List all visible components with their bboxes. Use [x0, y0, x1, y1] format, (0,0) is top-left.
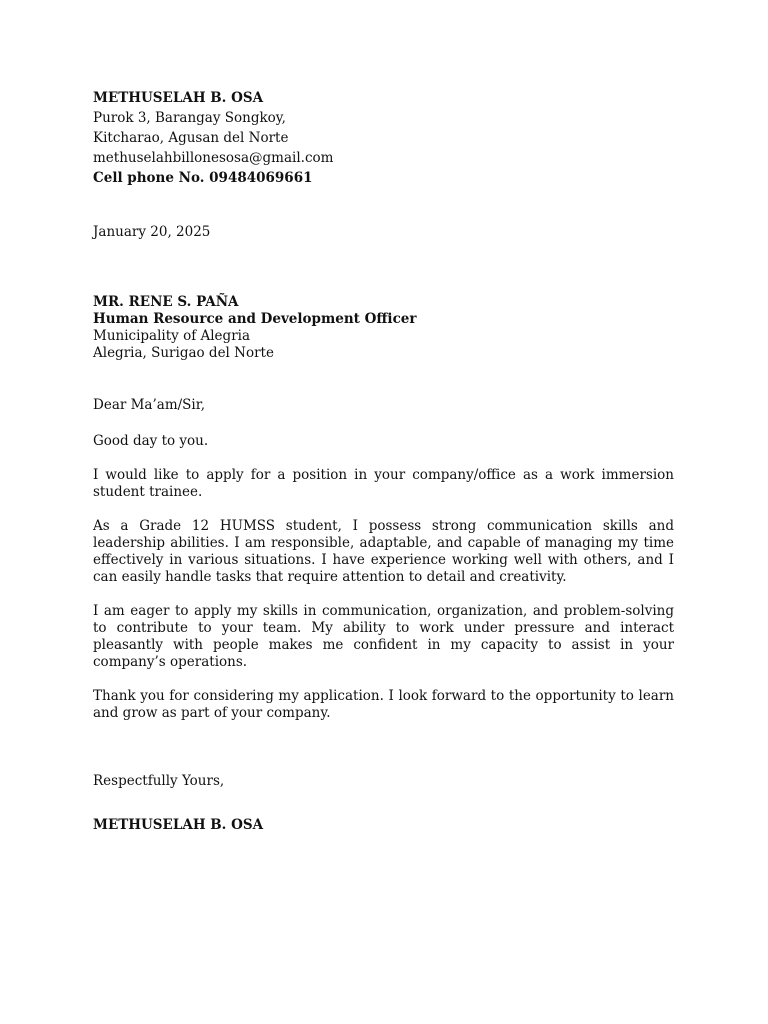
- paragraph-intro: I would like to apply for a position in your company/office as a work immersion student trainee.: [93, 467, 674, 500]
- sender-address-line-2: Kitcharao, Agusan del Norte: [93, 130, 289, 146]
- paragraph-qualifications: As a Grade 12 HUMSS student, I possess strong communication skills and leadership abilities. I am responsible, adaptable, and capable of managing my time effectively in various situations. I have experience working well with others, and I can easily handle tasks that require attention to detail and creativity.: [93, 518, 674, 585]
- signature-name: METHUSELAH B. OSA: [93, 817, 264, 833]
- greeting: Good day to you.: [93, 433, 209, 449]
- letter-date: January 20, 2025: [93, 224, 211, 240]
- sender-name: METHUSELAH B. OSA: [93, 90, 264, 106]
- recipient-block: [93, 294, 674, 362]
- salutation: Dear Ma’am/Sir,: [93, 397, 205, 413]
- recipient-organization: Municipality of Alegria: [93, 328, 251, 344]
- paragraph-thanks: Thank you for considering my application. I look forward to the opportunity to learn and grow as part of your company.: [93, 688, 674, 721]
- letter-body: [93, 88, 674, 834]
- recipient-name: MR. RENE S. PAÑA: [93, 294, 239, 310]
- sender-email: methuselahbillonesosa@gmail.com: [93, 150, 334, 166]
- sender-address-line-1: Purok 3, Barangay Songkoy,: [93, 110, 286, 126]
- sender-block: [93, 88, 674, 188]
- sender-phone: Cell phone No. 09484069661: [93, 170, 313, 186]
- paragraph-motivation: I am eager to apply my skills in communication, organization, and problem-solving to contribute to your team. My ability to work under pressure and interact pleasantly with people makes me confident in my capacity to assist in your company’s operations.: [93, 603, 674, 670]
- recipient-location: Alegria, Surigao del Norte: [93, 345, 274, 361]
- recipient-title: Human Resource and Development Officer: [93, 311, 417, 327]
- closing: Respectfully Yours,: [93, 773, 225, 789]
